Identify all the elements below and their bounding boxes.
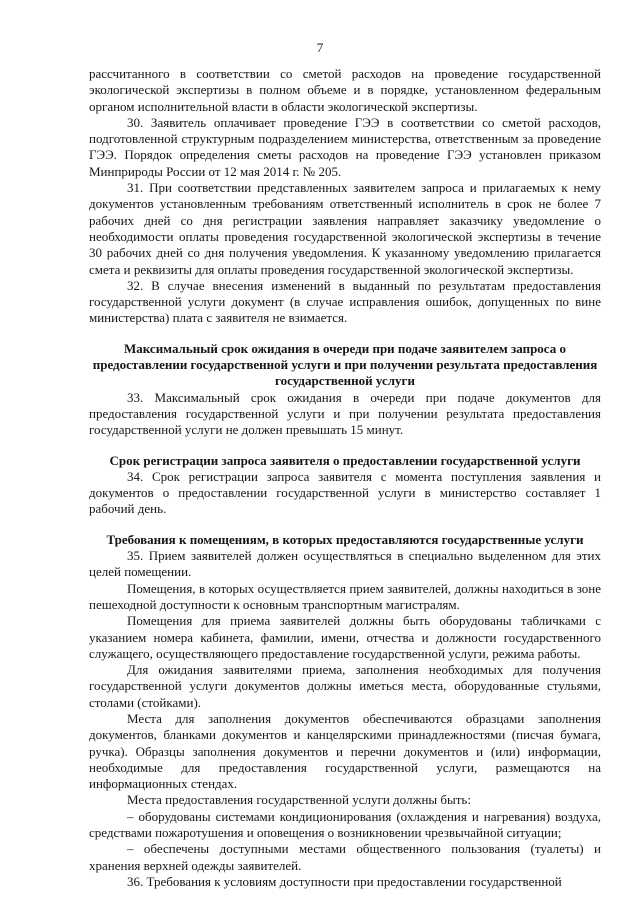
document-body — [89, 66, 601, 890]
paragraph-31: 31. При соответствии представленных заявителем запроса и прилагаемых к нему документов установленным требованиям ответственный исполнитель в срок не более 7 рабочих дней со дня регистрации заявления направляет заказчику уведомление о необходимости оплаты проведения государственной экологической экспертизы в течение 30 рабочих дней со дня получения уведомления. К указанному уведомлению прилагается смета и реквизиты для оплаты проведения государственной экологической экспертизы. — [89, 180, 601, 277]
paragraph-30: 30. Заявитель оплачивает проведение ГЭЭ в соответствии со сметой расходов, подготовленной структурным подразделением министерства, ответственным за проведение ГЭЭ. Порядок определения сметы расходов на проведение ГЭЭ установлен приказом Минприроды России от 12 мая 2014 г. № 205. — [89, 114, 601, 179]
paragraph-33: 33. Максимальный срок ожидания в очереди при подаче документов для предоставления государственной услуги и при получении результата предоставления государственной услуги не должен превышать 15 минут. — [89, 389, 601, 438]
paragraph-32: 32. В случае внесения изменений в выданный по результатам предоставления государственной услуги документ (в случае исправления ошибок, допущенных по вине министерства) плата с заявителя не взимается. — [89, 277, 601, 326]
paragraph-requirements-intro: Места предоставления государственной услуги должны быть: — [127, 792, 471, 808]
paragraph-premises-location: Помещения, в которых осуществляется прием заявителей, должны находиться в зоне пешеходной доступности к основным транспортным магистралям. — [89, 580, 601, 612]
paragraph-29-continuation: рассчитанного в соответствии со сметой расходов на проведение государственной экологической экспертизы в полном объеме и в порядке, установленном федеральным органом исполнительной власти в области экологической экспертизы. — [89, 66, 601, 114]
page-number: 7 — [316, 40, 324, 55]
list-item-facilities: – обеспечены доступными местами общественного пользования (туалеты) и хранения верхней одежды заявителей. — [89, 841, 601, 873]
list-item-ventilation: – оборудованы системами кондиционирования (охлаждения и нагревания) воздуха, средствами пожаротушения и оповещения о возникновении чрезвычайной ситуации; — [89, 808, 601, 841]
paragraph-36: 36. Требования к условиям доступности при предоставлении государственной — [127, 873, 562, 889]
section-heading-premises: Требования к помещениям, в которых предоставляются государственные услуги — [106, 531, 584, 547]
paragraph-34: 34. Срок регистрации запроса заявителя с момента поступления заявления и документов о предоставлении государственной услуги в министерство составляет 1 рабочий день. — [89, 468, 601, 517]
paragraph-waiting-places: Для ожидания заявителями приема, заполнения необходимых для получения государственной услуги документов должны иметься места, оборудованные стульями, столами (стойками). — [89, 662, 601, 710]
paragraph-35: 35. Прием заявителей должен осуществляться в специально выделенном для этих целей помещении. — [89, 548, 601, 580]
section-heading-queue-time: Максимальный срок ожидания в очереди при подаче заявителем запроса о предоставлении государственной услуги и при получении результата предоставления государственной услуги — [92, 340, 598, 389]
paragraph-form-samples: Места для заполнения документов обеспечиваются образцами заполнения документов, бланками документов и канцелярскими принадлежностями (писчая бумага, ручка). Образцы заполнения документов и перечни документов и (или) информации, необходимые для предоставления государственной услуги, размещаются на информационных стендах. — [89, 710, 601, 792]
paragraph-premises-signs: Помещения для приема заявителей должны быть оборудованы табличками с указанием номера кабинета, фамилии, имени, отчества и должности государственного служащего, осуществляющего предоставление государственной услуги, режима работы. — [89, 613, 601, 661]
section-heading-registration: Срок регистрации запроса заявителя о предоставлении государственной услуги — [109, 452, 581, 468]
